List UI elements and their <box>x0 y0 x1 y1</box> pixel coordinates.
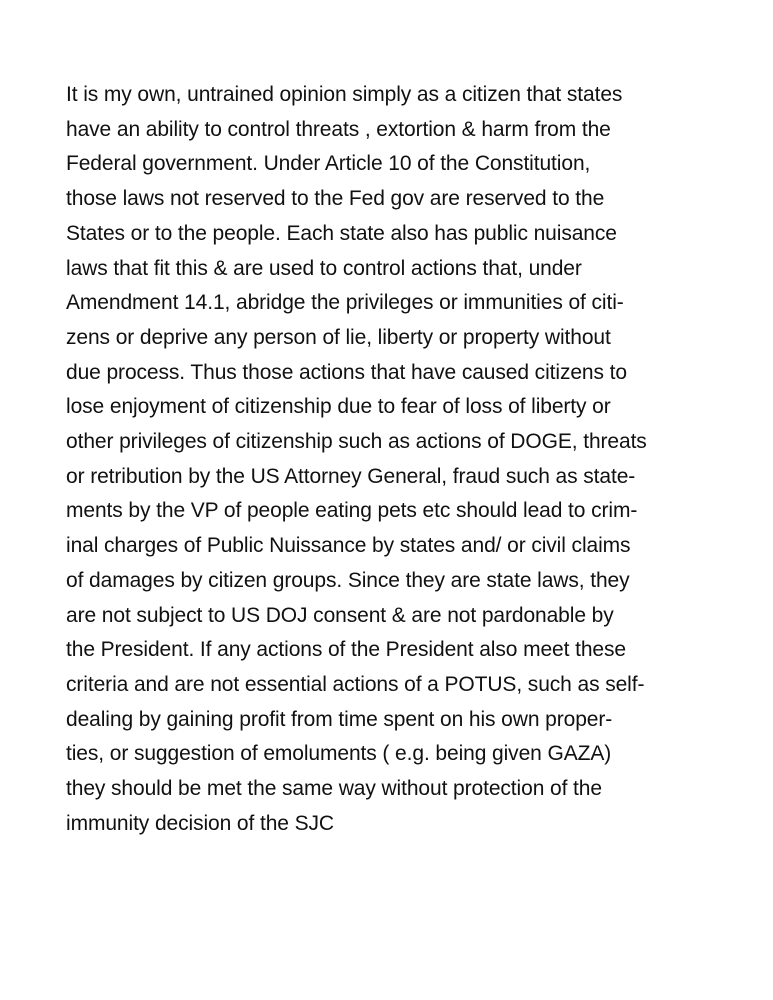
text-line: It is my own, untrained opinion simply as a citizen that states <box>66 83 623 106</box>
text-line: the President. If any actions of the President also meet these <box>66 638 626 662</box>
text-line: Amendment 14.1, abridge the privileges or immunities of citi- <box>66 291 624 315</box>
text-line: zens or deprive any person of lie, liberty or property without <box>66 325 611 349</box>
text-line: Federal government. Under Article 10 of the Constitution, <box>66 152 591 176</box>
text-line: they should be met the same way without protection of the <box>66 777 602 801</box>
text-line: those laws not reserved to the Fed gov are reserved to the <box>66 187 605 211</box>
text-line: laws that fit this & are used to control actions that, under <box>66 256 582 280</box>
text-line: dealing by gaining profit from time spent on his own proper- <box>66 707 613 731</box>
text-line: due process. Thus those actions that have caused citizens to <box>66 360 627 384</box>
text-line: of damages by citizen groups. Since they are state laws, they <box>66 568 630 592</box>
text-line: States or to the people. Each state also has public nuisance <box>66 221 617 245</box>
body-paragraph <box>66 78 706 841</box>
text-line: immunity decision of the SJC <box>66 811 334 835</box>
text-line: ties, or suggestion of emoluments ( e.g. being given GAZA) <box>66 742 612 766</box>
text-line: lose enjoyment of citizenship due to fear of loss of liberty or <box>66 395 611 419</box>
text-line: ments by the VP of people eating pets etc should lead to crim- <box>66 499 638 523</box>
text-line: inal charges of Public Nuissance by states and/ or civil claims <box>66 534 631 558</box>
text-line: or retribution by the US Attorney General, fraud such as state- <box>66 464 636 488</box>
text-line: other privileges of citizenship such as actions of DOGE, threats <box>66 430 647 454</box>
text-line: have an ability to control threats , extortion & harm from the <box>66 117 611 141</box>
text-line: are not subject to US DOJ consent & are not pardonable by <box>66 603 614 627</box>
text-line: criteria and are not essential actions of a POTUS, such as self- <box>66 672 645 696</box>
